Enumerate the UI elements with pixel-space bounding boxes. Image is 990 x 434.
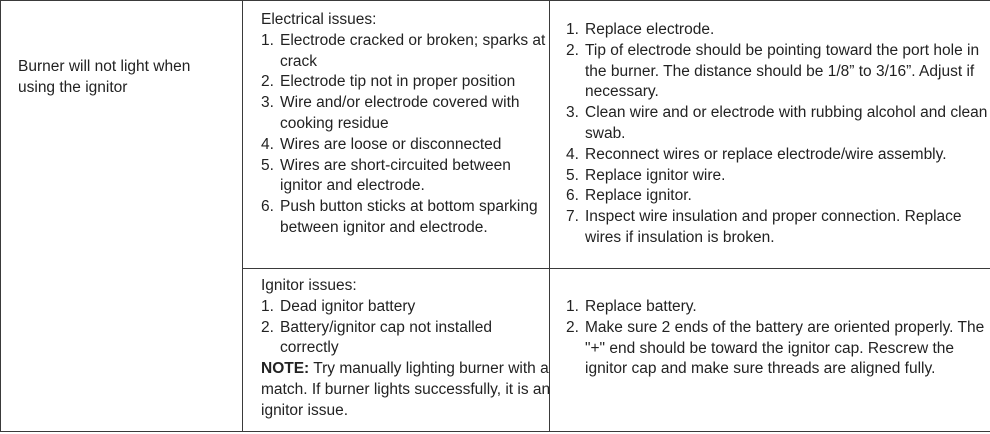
item-number: 1. <box>261 297 274 315</box>
ignitor-heading: Ignitor issues: <box>261 277 357 294</box>
item-text: Clean wire and or electrode with rubbing alcohol and clean swab. <box>585 104 988 142</box>
item-text: Wires are loose or disconnected <box>280 135 502 153</box>
item-text: Reconnect wires or replace electrode/wire assembly. <box>585 145 947 163</box>
list-item <box>566 41 990 103</box>
problem-line: Burner will not light when <box>18 58 191 75</box>
list-item <box>261 156 551 198</box>
list-item <box>261 72 551 93</box>
item-text: Inspect wire insulation and proper connection. Replace wires if insulation is broken. <box>585 208 962 246</box>
list-item <box>566 20 990 41</box>
note-text: Try manually lighting burner with a match. If burner lights successfully, it is an ignitor issue. <box>261 360 551 419</box>
item-number: 3. <box>566 104 579 122</box>
item-number: 6. <box>261 198 274 216</box>
item-number: 2. <box>261 73 274 91</box>
item-number: 1. <box>566 21 579 38</box>
list-item <box>566 166 990 187</box>
item-text: Battery/ignitor cap not installed correctly <box>280 318 492 357</box>
problem-cell <box>18 56 233 98</box>
ignitor-solutions-cell <box>566 297 990 380</box>
item-text: Push button sticks at bottom sparking between ignitor and electrode. <box>280 198 538 236</box>
electrical-causes-cell <box>261 10 551 239</box>
list-item <box>261 297 551 318</box>
item-number: 1. <box>261 31 274 49</box>
item-text: Tip of electrode should be pointing toward the port hole in the burner. The distance should be 1/8” to 3/16”. Adjust if necessary. <box>585 41 980 101</box>
row-divider <box>242 268 990 269</box>
electrical-solutions-cell <box>566 20 990 249</box>
list-item <box>566 186 990 207</box>
item-number: 4. <box>261 135 274 153</box>
item-text: Replace ignitor. <box>585 187 692 205</box>
list-item <box>566 103 990 145</box>
item-number: 2. <box>566 41 579 59</box>
table-top-border <box>0 0 990 1</box>
item-text: Make sure 2 ends of the battery are oriented properly. The "+" end should be toward the ignitor cap. Rescrew the ignitor cap and make sure threads are aligned fully. <box>585 318 985 378</box>
list-item <box>261 135 551 156</box>
item-text: Dead ignitor battery <box>280 297 416 315</box>
item-number: 4. <box>566 145 579 163</box>
item-number: 5. <box>261 156 274 174</box>
list-item <box>566 318 990 380</box>
electrical-heading: Electrical issues: <box>261 11 377 28</box>
item-text: Replace battery. <box>585 298 697 315</box>
note-paragraph <box>261 359 551 421</box>
item-number: 1. <box>566 298 579 315</box>
item-text: Replace ignitor wire. <box>585 166 726 184</box>
problem-line: using the ignitor <box>18 79 128 96</box>
col-divider-1 <box>242 0 243 432</box>
item-number: 6. <box>566 187 579 205</box>
item-text: Electrode cracked or broken; sparks at crack <box>280 31 546 70</box>
item-number: 5. <box>566 166 579 184</box>
item-text: Replace electrode. <box>585 21 715 38</box>
list-item <box>566 207 990 249</box>
note-label: NOTE: <box>261 360 310 378</box>
table-bottom-border <box>0 431 990 432</box>
list-item <box>261 93 551 135</box>
list-item <box>566 145 990 166</box>
list-item <box>261 197 551 239</box>
ignitor-causes-cell <box>261 276 551 422</box>
item-number: 2. <box>566 318 579 336</box>
list-item <box>261 318 551 360</box>
item-text: Wires are short-circuited between ignitor and electrode. <box>280 156 511 195</box>
item-number: 2. <box>261 318 274 336</box>
item-text: Wire and/or electrode covered with cooking residue <box>280 94 520 132</box>
item-text: Electrode tip not in proper position <box>280 73 516 91</box>
list-item <box>261 31 551 73</box>
left-border <box>0 0 1 432</box>
item-number: 7. <box>566 208 579 226</box>
item-number: 3. <box>261 94 274 112</box>
list-item <box>566 297 990 318</box>
